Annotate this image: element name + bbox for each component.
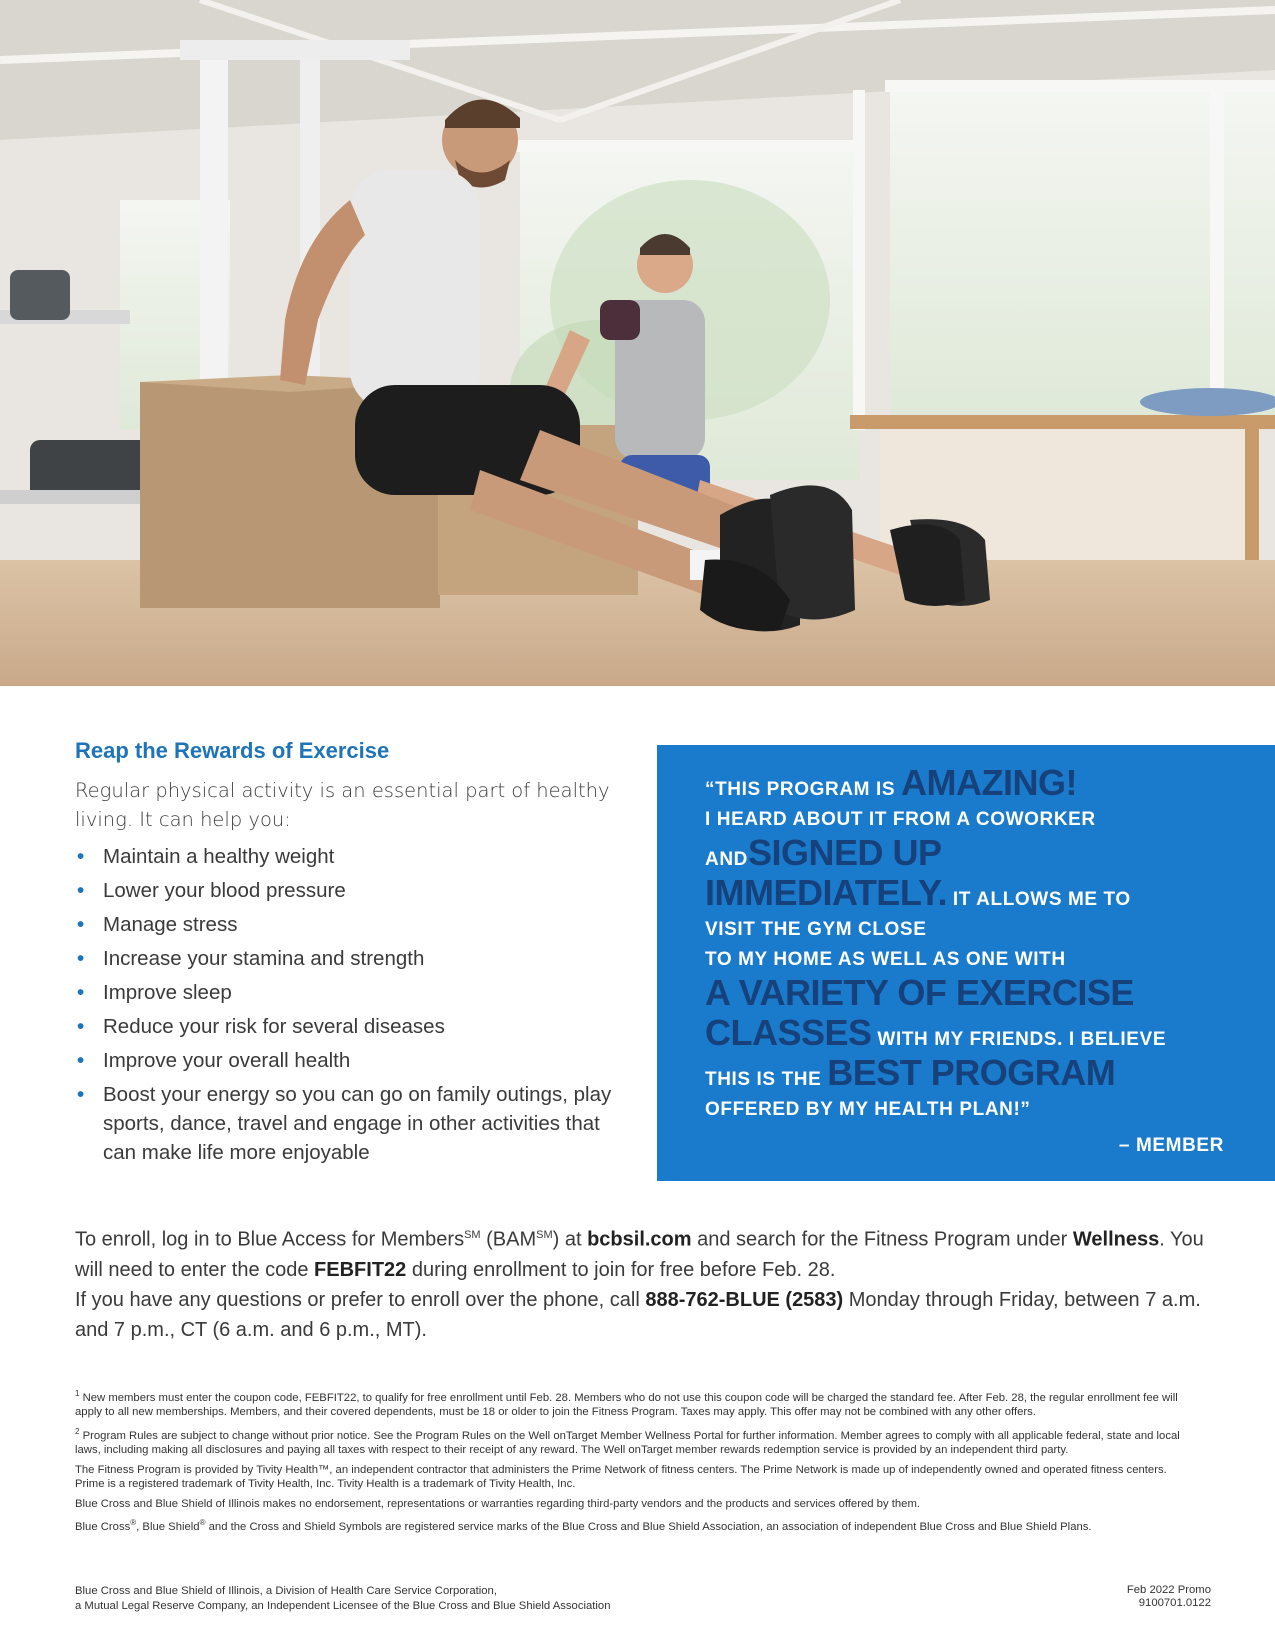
section-heading: Reap the Rewards of Exercise xyxy=(75,738,390,763)
phone-paragraph: If you have any questions or prefer to enroll over the phone, call 888-762-BLUE (2583) Monday through Friday, between 7 a.m. and 7 p.m., CT (6 a.m. and 6 p.m., MT). xyxy=(75,1288,1201,1341)
bullet-icon: • xyxy=(77,1049,85,1072)
footnote-tivity: The Fitness Program is provided by Tivity Health™, an independent contractor that administers the Prime Network of fitness centers. The Prime Network is made up of independently owned and operated fitness centers. Prime is a registered trademark of Tivity Health, Inc. Tivity Health is a trademark of Tivity Health, Inc. xyxy=(75,1463,1167,1491)
promo-code: FEBFIT22 xyxy=(314,1258,407,1281)
list-item: • Improve sleep xyxy=(75,978,635,1007)
footnote-2: $^2$ Program Rules are subject to change without prior notice. See the Program Rules on the Well onTarget Member Wellness Portal for further information. Member agrees to comply with all applicable federal, state and local laws, including making all disclosures and paying all taxes with respect to their receipt of any reward. The Well onTarget member rewards redemption service is provided by an independent third party. xyxy=(75,1426,1180,1457)
footer-legal: Blue Cross and Blue Shield of Illinois, a Division of Health Care Service Corporation, a Mutual Legal Reserve Company, an Independent Licensee of the Blue Cross and Blue Shield Association xyxy=(75,1585,611,1612)
list-item: • Improve your overall health xyxy=(75,1046,635,1075)
footnotes xyxy=(75,1387,1185,1539)
hero-image xyxy=(0,0,1275,686)
phone-number[interactable]: 888-762-BLUE (2583) xyxy=(645,1288,844,1311)
benefits-list xyxy=(75,842,635,1167)
list-item: • Increase your stamina and strength xyxy=(75,944,635,973)
bullet-icon: • xyxy=(77,845,85,868)
footnote-1: $^1$ New members must enter the coupon code, FEBFIT22, to qualify for free enrollment until Feb. 28. Members who do not use this coupon code will be charged the standard fee. After Feb. 28, the regular enrollment fee will apply to all new memberships. Members, and their covered dependents, must be 18 or older to join the Fitness Program. Taxes may apply. This offer may not be combined with any other offers. xyxy=(75,1389,1178,1419)
member-testimonial: “THIS PROGRAM IS AMAZING! I HEARD ABOUT IT FROM A COWORKER ANDSIGNED UP IMMEDIATELY. IT ALLOWS ME TO VISIT THE GYM CLOSE TO MY HOME AS WELL AS ONE WITH A VARIETY OF EXERCISE CLASSES WITH MY FRIENDS. I BELIEVE THIS IS THE BEST PROGRAM OFFERED BY MY HEALTH PLAN!” – MEMBER xyxy=(657,745,1275,1181)
list-item: • Maintain a healthy weight xyxy=(75,842,635,871)
gym-tricep-dips-photo-icon xyxy=(0,0,1275,686)
wellness-label: Wellness xyxy=(1072,1228,1160,1251)
bullet-icon: • xyxy=(77,947,85,970)
website-link[interactable]: bcbsil.com xyxy=(587,1228,692,1251)
bullet-icon: • xyxy=(77,1015,85,1038)
list-item: • Manage stress xyxy=(75,910,635,939)
list-item: • Reduce your risk for several diseases xyxy=(75,1012,635,1041)
bullet-icon: • xyxy=(77,879,85,902)
benefits-section xyxy=(75,738,635,1172)
footer-code: Feb 2022 Promo 9100701.0122 xyxy=(1126,1584,1211,1609)
list-item: • Lower your blood pressure xyxy=(75,876,635,905)
bullet-icon: • xyxy=(77,913,85,936)
footnote-trademarks: Blue Cross®, Blue Shield® and the Cross and Shield Symbols are registered service marks of the Blue Cross and Blue Shield Association, an association of independent Blue Cross and Blue Shield Plans. xyxy=(75,1518,1092,1533)
list-item: • Boost your energy so you can go on family outings, play sports, dance, travel and engage in other activities that can make life more enjoyable xyxy=(75,1080,635,1167)
footnote-endorsement: Blue Cross and Blue Shield of Illinois makes no endorsement, representations or warranties regarding third-party vendors and the products and services offered by them. xyxy=(75,1497,920,1510)
enroll-instructions xyxy=(75,1220,1215,1345)
quote-attribution: – MEMBER xyxy=(1118,1135,1224,1156)
bullet-icon: • xyxy=(77,1083,85,1106)
enroll-paragraph: To enroll, log in to Blue Access for Members℠ (BAM℠) at bcbsil.com and search for the Fitness Program under Wellness. You will need to enter the code FEBFIT22 during enrollment to join for free before Feb. 28. xyxy=(75,1228,1204,1281)
intro-text: Regular physical activity is an essential part of healthy living. It can help you: xyxy=(75,779,610,831)
bullet-icon: • xyxy=(77,981,85,1004)
